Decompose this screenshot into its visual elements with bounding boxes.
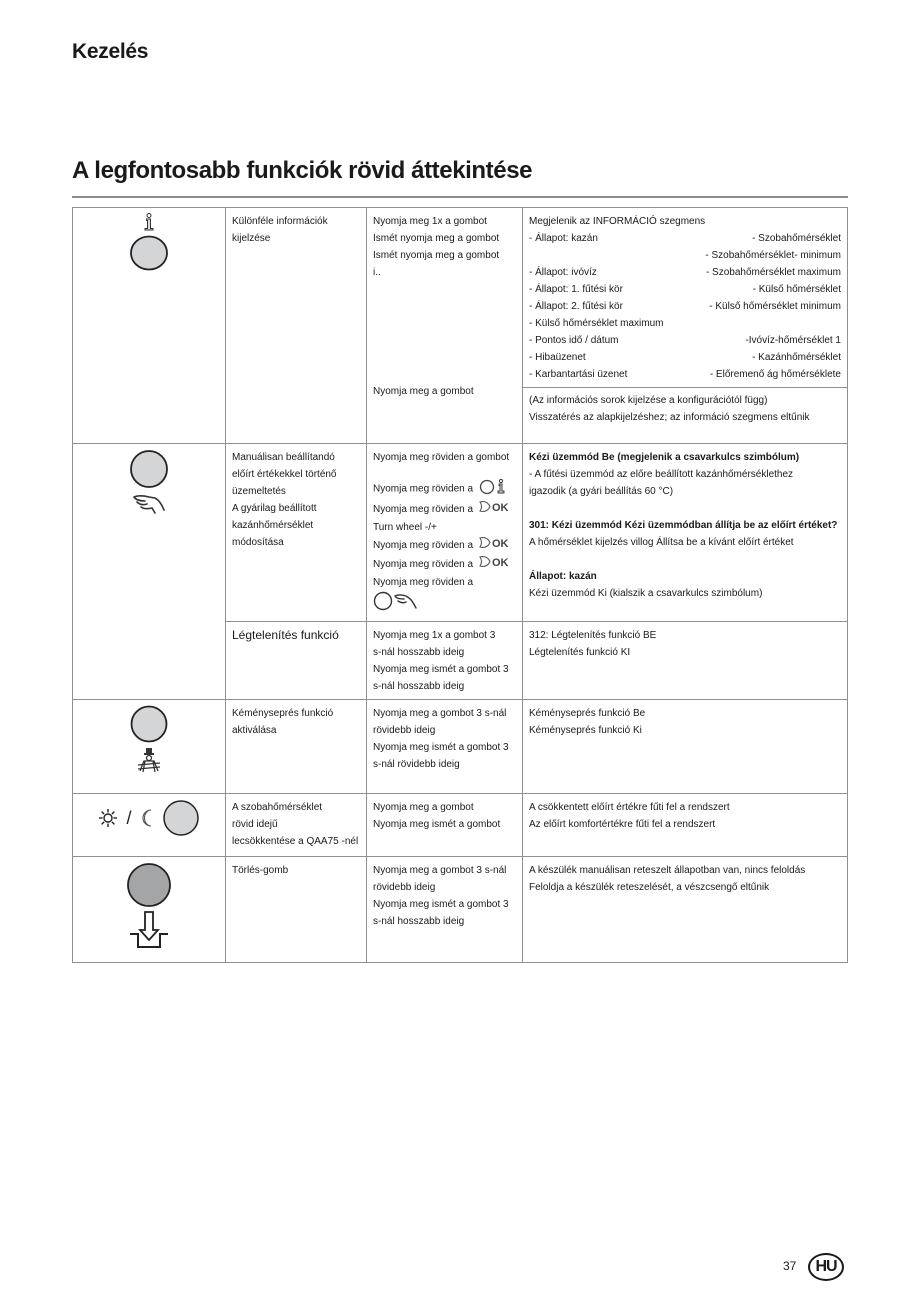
comfort-eco-button-icon bbox=[98, 799, 199, 837]
icon-cell bbox=[73, 857, 226, 963]
svg-text:OK: OK bbox=[491, 538, 509, 549]
result-cell: Kézi üzemmód Be (megjelenik a csavarkulcs szimbólum) - A fűtési üzemmód az előre beállított kazánhőmérséklethez igazodik (a gyári beállítás 60 °C) 301: Kézi üzemmód Kézi üzemmódban állítja be az előírt értéket? A hőmérséklet kijelzés villog Állítsa be a kívánt előírt értéket Állapot: kazán Kézi üzemmód Ki (kialszik a csavarkulcs szimbólum) bbox=[523, 444, 848, 622]
function-cell bbox=[226, 208, 367, 444]
table-row-comfort-eco bbox=[73, 794, 848, 857]
info-item: - Szobahőmérséklet- minimum bbox=[705, 250, 841, 261]
reset-button-icon bbox=[126, 862, 172, 950]
function-cell bbox=[226, 622, 367, 700]
action-step: Nyomja meg 1x a gombot bbox=[373, 216, 487, 227]
svg-text:OK: OK bbox=[491, 502, 509, 513]
action-step: Nyomja meg röviden a gombot bbox=[373, 452, 510, 463]
chimney-sweep-icon bbox=[136, 747, 162, 773]
function-cell: Manuálisan beállítandó előírt értékekkel történő üzemeltetés A gyárilag beállított kazánhőmérséklet módosítása bbox=[226, 444, 367, 622]
icon-cell bbox=[73, 208, 226, 444]
action-step: Nyomja meg röviden a OK bbox=[373, 555, 516, 574]
result-cell: 312: Légtelenítés funkció BE Légtelenítés funkció KI bbox=[523, 622, 848, 700]
page-number: 37 bbox=[783, 1259, 797, 1273]
result-cell: A csökkentett előírt értékre fűti fel a rendszert Az előírt komfortértékre fűti fel a rendszert bbox=[523, 794, 848, 857]
country-badge: HU bbox=[808, 1253, 844, 1281]
action-step: Turn wheel -/+ bbox=[373, 522, 437, 533]
hand-icon bbox=[131, 493, 167, 517]
result-return: Visszatérés az alapkijelzéshez; az információ szegmens eltűnik bbox=[529, 412, 810, 423]
action-cell: Nyomja meg a gombot 3 s-nál rövidebb ideig Nyomja meg ismét a gombot 3 s-nál hosszabb ideig bbox=[367, 857, 523, 963]
function-cell: Törlés-gomb bbox=[226, 857, 367, 963]
action-step: Ismét nyomja meg a gombot bbox=[373, 250, 500, 261]
ok-button-icon bbox=[478, 536, 514, 555]
action-cell: Nyomja meg 1x a gombot 3 s-nál hosszabb ideig Nyomja meg ismét a gombot 3 s-nál hosszabb ideig bbox=[367, 622, 523, 700]
ok-button-icon bbox=[478, 500, 514, 519]
sun-icon bbox=[98, 808, 118, 828]
function-label: Légtelenítés funkció bbox=[232, 628, 339, 642]
action-step: i.. bbox=[373, 267, 381, 278]
result-cell: Kéményseprés funkció Be Kéményseprés funkció Ki bbox=[523, 700, 848, 794]
section-title: Kezelés bbox=[72, 40, 149, 63]
info-item: - Állapot: kazán - Szobahőmérséklet bbox=[529, 233, 841, 244]
down-arrow-into-tray-icon bbox=[128, 910, 170, 950]
action-cell: Nyomja meg a gombot 3 s-nál rövidebb ideig Nyomja meg ismét a gombot 3 s-nál rövidebb ideig bbox=[367, 700, 523, 794]
info-button-icon bbox=[129, 213, 169, 271]
icon-cell bbox=[73, 794, 226, 857]
function-cell: Kéményseprés funkció aktiválása bbox=[226, 700, 367, 794]
action-cell bbox=[367, 208, 523, 444]
slash-separator: / bbox=[126, 807, 132, 828]
info-button-icon bbox=[478, 478, 508, 500]
action-cell: Nyomja meg a gombot Nyomja meg ismét a gombot bbox=[367, 794, 523, 857]
info-item: - Állapot: 1. fűtési kör - Külső hőmérséklet bbox=[529, 284, 841, 295]
manual-mode-button-icon bbox=[373, 591, 419, 617]
cell-divider bbox=[523, 387, 847, 388]
svg-text:OK: OK bbox=[491, 557, 509, 568]
info-item: - Hibaüzenet - Kazánhőmérséklet bbox=[529, 352, 841, 363]
info-item: - Állapot: 2. fűtési kör - Külső hőmérséklet minimum bbox=[529, 301, 841, 312]
action-step: Nyomja meg röviden a bbox=[373, 478, 516, 500]
icon-cell bbox=[73, 700, 226, 794]
manual-mode-button-icon bbox=[129, 449, 169, 517]
info-item: - Pontos idő / dátum -Ivóvíz-hőmérséklet 1 bbox=[529, 335, 841, 346]
table-row-info bbox=[73, 208, 848, 444]
result-heading: Állapot: kazán bbox=[529, 571, 597, 582]
info-item: - Karbantartási üzenet - Előremenő ág hőmérséklete bbox=[529, 369, 841, 380]
function-label: Különféle információk kijelzése bbox=[232, 216, 328, 244]
result-note: (Az információs sorok kijelzése a konfigurációtól függ) bbox=[529, 395, 768, 406]
action-step: Nyomja meg a gombot bbox=[373, 386, 474, 397]
title-divider bbox=[72, 196, 848, 198]
page-title: A legfontosabb funkciók rövid áttekintése bbox=[72, 157, 533, 184]
icon-cell bbox=[73, 444, 226, 700]
action-step: Nyomja meg röviden a OK bbox=[373, 500, 516, 519]
action-cell bbox=[367, 444, 523, 622]
chimney-sweep-button-icon bbox=[129, 705, 169, 773]
result-cell: A készülék manuálisan reteszelt állapotban van, nincs feloldás Feloldja a készülék reteszelését, a vészcsengő eltűnik bbox=[523, 857, 848, 963]
table-row-reset bbox=[73, 857, 848, 963]
function-cell: A szobahőmérséklet rövid idejű lecsökkentése a QAA75 -nél bbox=[226, 794, 367, 857]
table-row-chimney-sweep bbox=[73, 700, 848, 794]
functions-table bbox=[72, 207, 848, 963]
action-step: Nyomja meg röviden a OK bbox=[373, 536, 516, 555]
action-step: Ismét nyomja meg a gombot bbox=[373, 233, 500, 244]
action-step: Nyomja meg röviden a bbox=[373, 577, 474, 588]
table-row-manual-mode bbox=[73, 444, 848, 622]
ok-button-icon bbox=[478, 555, 514, 574]
info-item: - Külső hőmérséklet maximum bbox=[529, 318, 664, 329]
info-item: - Állapot: ivóvíz - Szobahőmérséklet maximum bbox=[529, 267, 841, 278]
result-heading: Megjelenik az INFORMÁCIÓ szegmens bbox=[529, 216, 706, 227]
result-heading: 301: Kézi üzemmód Kézi üzemmódban állítja be az előírt értéket? bbox=[529, 520, 838, 531]
moon-icon bbox=[140, 808, 154, 828]
result-heading: Kézi üzemmód Be (megjelenik a csavarkulcs szimbólum) bbox=[529, 452, 800, 463]
result-cell bbox=[523, 208, 848, 444]
